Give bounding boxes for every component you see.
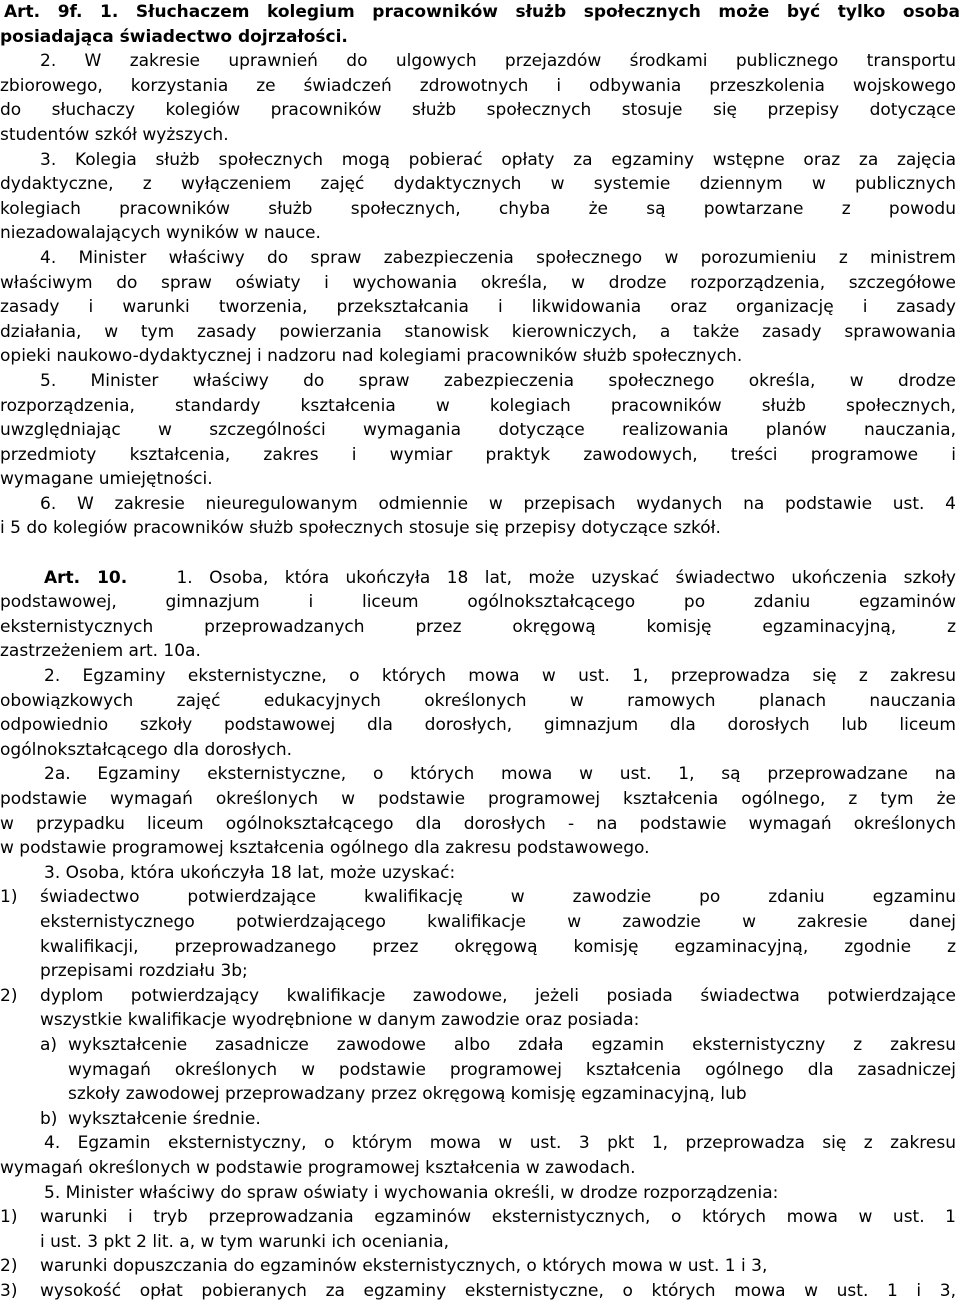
art9f-line-12: właściwym do spraw oświaty i wychowania określa, w drodze rozporządzenia, szczegółowe [0,272,956,293]
article-separator [0,541,960,566]
art9f-line-16: 5. Minister właściwy do spraw zabezpieczenia społecznego określa, w drodze [40,370,956,391]
art9f-line-3: 2. W zakresie uprawnień do ulgowych przejazdów środkami publicznego transportu [40,51,956,72]
art10-ust5-point-3: 3) wysokość opłat pobieranych za egzaminy eksternistyczne, o których mowa w ust. 1 i 3, [0,1279,956,1304]
list-marker: 2) [0,1256,18,1277]
art9f-line-13: zasady i warunki tworzenia, przekształcania i likwidowania oraz organizację i zasady [0,297,956,318]
list-marker: a) [40,1034,58,1055]
art10-point-2-cont-1: wszystkie kwalifikacje wyodrębnione w danym zawodzie oraz posiada: [40,1010,640,1031]
art9f-line-17: rozporządzenia, standardy kształcenia w kolegiach pracowników służb społecznych, [0,395,956,416]
art10-line-10: podstawie wymagań określonych w podstawie programowej kształcenia ogólnego, z tym że [0,789,956,809]
art10-line-6: obowiązkowych zajęć edukacyjnych określonych w ramowych planach nauczania [0,690,956,711]
art9f-line-11: 4. Minister właściwy do spraw zabezpieczenia społecznego w porozumieniu z ministrem [40,247,956,268]
list-marker: 1) [0,887,18,908]
art10-line-11: w przypadku liceum ogólnokształcącego dla dorosłych - na podstawie wymagań określonych [0,813,956,834]
art10-point-1-cont-2: kwalifikacji, przeprowadzanego przez okręgową komisję egzaminacyjną, zgodnie z [40,936,956,957]
art9f-line-21: 6. W zakresie nieuregulowanym odmiennie w przepisach wydanych na podstawie ust. 4 [40,493,956,514]
art9f-line-9: kolegiach pracowników służb społecznych, chyba że są powtarzane z powodu [0,198,956,219]
art10-line-4-ust: 4. Egzamin eksternistyczny, o którym mowa w ust. 3 pkt 1, przeprowadza się z zakresu [44,1133,956,1154]
art10-line-1: Art. 10. 1. Osoba, która ukończyła 18 lat, może uzyskać świadectwo ukończenia szkoły [44,567,956,588]
art10-line-7: odpowiednio szkoły podstawowej dla dorosłych, gimnazjum dla dorosłych lub liceum [0,715,956,736]
art10-point-1-cont-1: eksternistycznego potwierdzającego kwalifikacje w zawodzie w zakresie danej [40,911,956,932]
art10-subpoint-b: b) wykształcenie średnie. [0,1107,956,1132]
art9f-line-22: i 5 do kolegiów pracowników służb społecznych stosuje się przepisy dotyczące szkół. [0,518,721,539]
list-marker: 2) [0,985,18,1006]
article-heading-9f: Art. 9f. [4,2,83,22]
art9f-line-14: działania, w tym zasady powierzania stanowisk kierowniczych, a także zasady sprawowania [0,321,956,342]
list-marker: b) [40,1108,58,1129]
art10-line-2: podstawowej, gimnazjum i liceum ogólnokształcącego po zdaniu egzaminów [0,592,956,613]
art10-point-2: 2) dyplom potwierdzający kwalifikacje zawodowe, jeżeli posiada świadectwa potwierdzające [0,984,956,1009]
art9f-line-6: studentów szkół wyższych. [0,124,229,145]
art9f-line-15: opieki naukowo-dydaktycznej i nadzoru nad kolegiami pracowników służb społecznych. [0,346,743,367]
art10-point-1-cont-3: przepisami rozdziału 3b; [40,961,248,982]
art10-subpoint-a-cont-2: szkoły zawodowej przeprowadzany przez okręgową komisję egzaminacyjną, lub [68,1084,747,1105]
article-heading-10: Art. 10. [44,567,128,588]
art9f-line-4: zbiorowego, korzystania ze świadczeń zdrowotnych i odbywania przeszkolenia wojskowego [0,75,956,96]
art9f-line-8: dydaktyczne, z wyłączeniem zajęć dydaktycznych w systemie dziennym w publicznych [0,174,956,195]
art10-subpoint-a-cont-1: wymagań określonych w podstawie programowej kształcenia ogólnego dla zasadniczej [68,1059,956,1080]
art10-line-5: 2. Egzaminy eksternistyczne, o których mowa w ust. 1, przeprowadza się z zakresu [44,666,956,687]
art10-point-1: 1) świadectwo potwierdzające kwalifikację w zawodzie po zdaniu egzaminu [0,885,956,910]
art10-line-12: w podstawie programowej kształcenia ogólnego dla zakresu podstawowego. [0,838,650,859]
art10-ust5-point-2: 2) warunki dopuszczania do egzaminów eksternistycznych, o których mowa w ust. 1 i 3, [0,1254,956,1279]
art9f-line-1: Art. 9f. 1. Słuchaczem kolegium pracowników służb społecznych może być tylko osoba [4,2,960,22]
art10-line-4-ust-cont: wymagań określonych w podstawie programowej kształcenia w zawodach. [0,1157,636,1178]
art10-line-3: eksternistycznych przeprowadzanych przez okręgową komisję egzaminacyjną, z [0,616,956,637]
art10-line-5-ust: 5. Minister właściwy do spraw oświaty i wychowania określi, w drodze rozporządzenia: [44,1182,779,1203]
art10-subpoint-a: a) wykształcenie zasadnicze zawodowe albo zdała egzamin eksternistyczny z zakresu [0,1033,956,1058]
art9f-line-20: wymagane umiejętności. [0,469,213,490]
art9f-line-19: przedmioty kształcenia, zakres i wymiar praktyk zawodowych, treści programowe i [0,444,956,465]
art10-line-13: 3. Osoba, która ukończyła 18 lat, może uzyskać: [44,862,456,883]
list-marker: 3) [0,1280,18,1301]
art10-ust5-point-1: 1) warunki i tryb przeprowadzania egzaminów eksternistycznych, o których mowa w ust. 1 [0,1205,956,1230]
art10-line-9: 2a. Egzaminy eksternistyczne, o których mowa w ust. 1, są przeprowadzane na [44,764,956,785]
art9f-line-10: niezadowalających wyników w nauce. [0,223,321,244]
art10-line-8: ogólnokształcącego dla dorosłych. [0,739,293,760]
art9f-line-7: 3. Kolegia służb społecznych mogą pobierać opłaty za egzaminy wstępne oraz za zajęcia [40,149,956,170]
art10-ust5-point-1-cont: i ust. 3 pkt 2 lit. a, w tym warunki ich oceniania, [40,1231,450,1252]
art9f-line-18: uwzględniając w szczególności wymagania dotyczące realizowania planów nauczania, [0,420,956,441]
art9f-line-5: do słuchaczy kolegiów pracowników służb społecznych stosuje się przepisy dotyczące [0,100,956,121]
art9f-line-2: posiadająca świadectwo dojrzałości. [0,26,348,47]
list-marker: 1) [0,1207,18,1228]
art10-line-4: zastrzeżeniem art. 10a. [0,641,201,662]
